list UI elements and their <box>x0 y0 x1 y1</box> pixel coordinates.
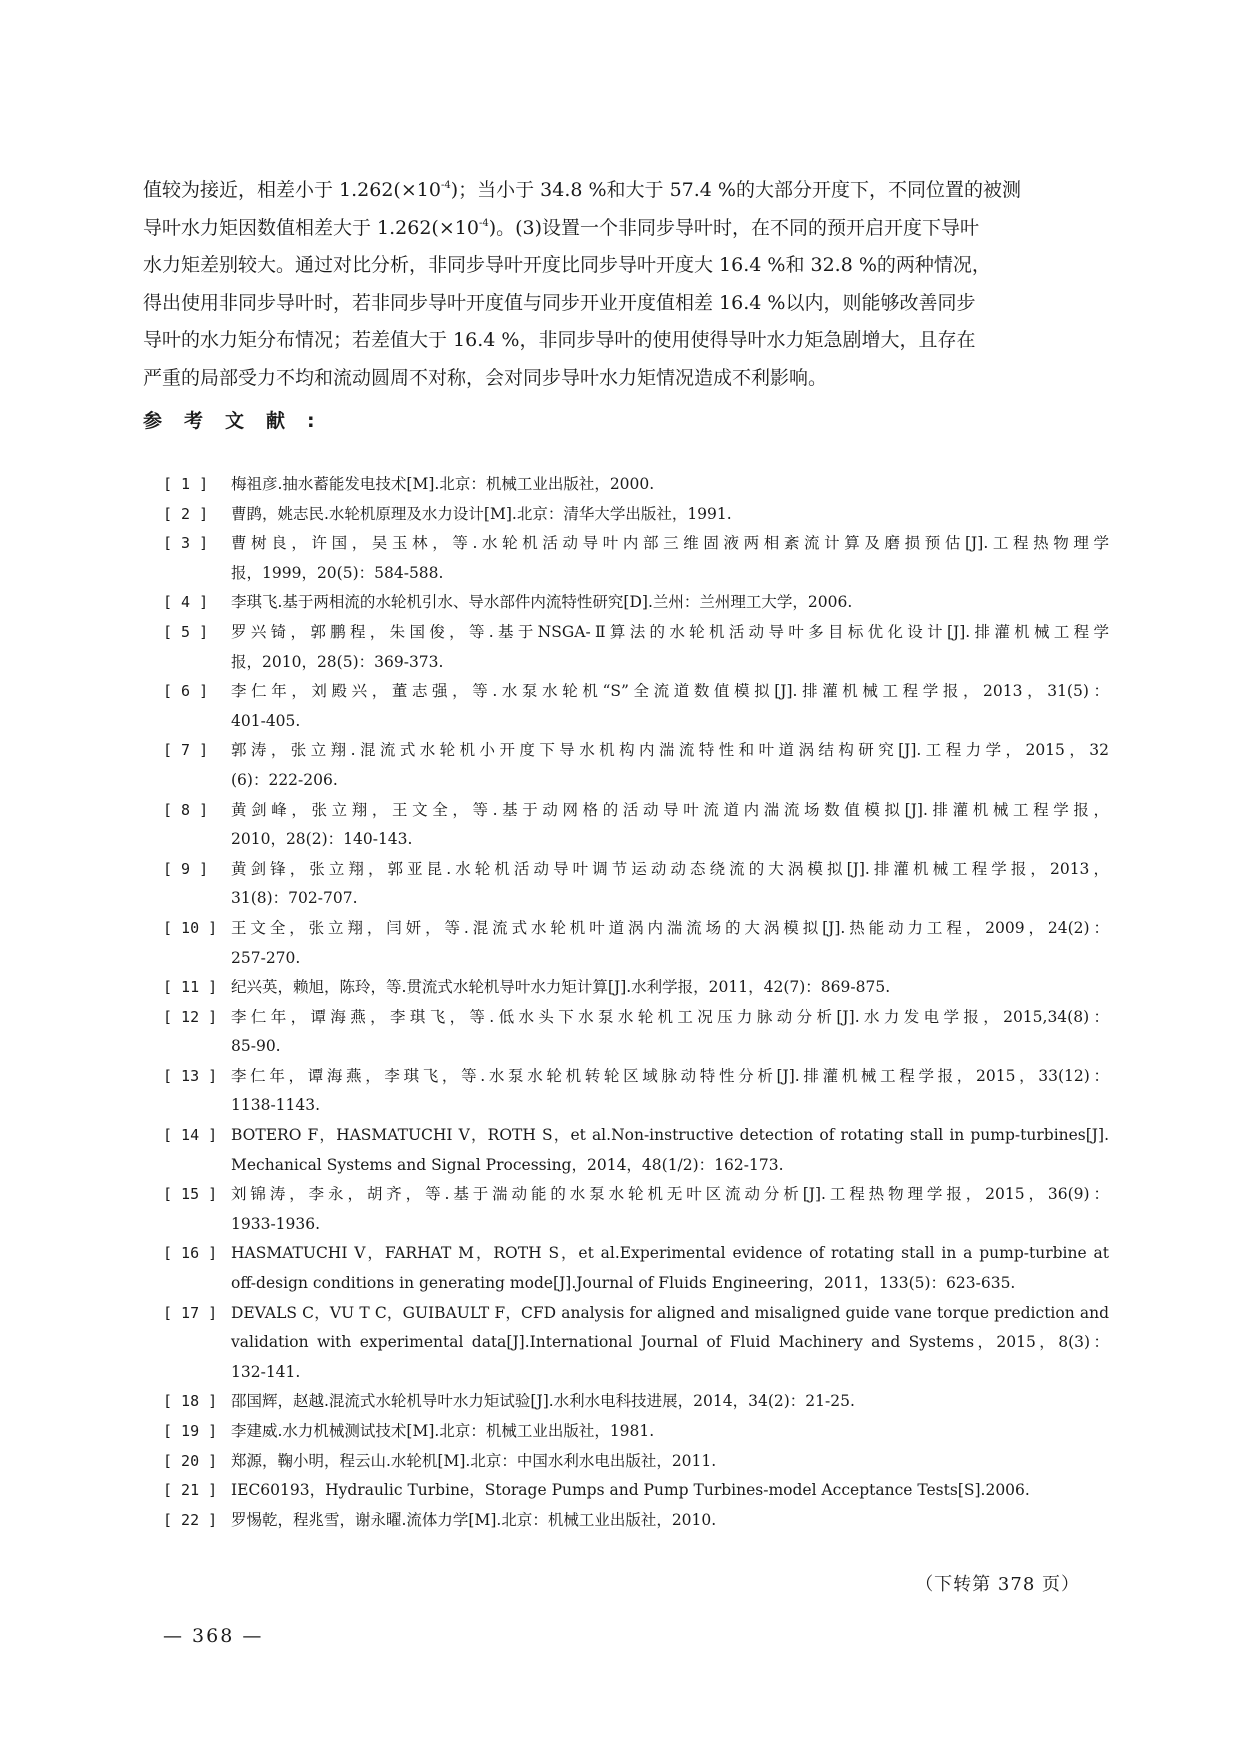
reference-text: Mechanical Systems and Signal Processing，2014，48(1/2)：162-173. <box>231 1155 784 1174</box>
reference-text: 黄剑峰，张立翔，王文全，等.基于动网格的活动导叶流道内湍流场数值模拟[J].排灌机械工程学报， <box>231 800 1109 819</box>
reference-number: [ 12 ] <box>163 1007 218 1026</box>
reference-text: 李建威.水力机械测试技术[M].北京：机械工业出版社，1981. <box>231 1422 655 1440</box>
reference-number: [ 21 ] <box>163 1481 218 1500</box>
body-line: 导叶水力矩因数值相差大于 $1.262(\times 10^{-4})$。(3)设置一个非同步导叶时，在不同的预开启开度下导叶 <box>143 216 980 239</box>
reference-line <box>163 648 1109 678</box>
reference-text: 85-90. <box>231 1037 281 1056</box>
reference-text: validation with experimental data[J].International Journal of Fluid Machinery and Systems，2015，8(3)： <box>231 1333 1109 1352</box>
reference-text: IEC60193，Hydraulic Turbine，Storage Pumps and Pump Turbines-model Acceptance Tests[S].2006. <box>231 1481 1030 1500</box>
reference-text: 纪兴英，赖旭，陈玲，等.贯流式水轮机导叶水力矩计算[J].水利学报，2011，42(7)：869-875. <box>231 978 891 997</box>
reference-list <box>163 470 1109 1535</box>
reference-number: [ 16 ] <box>163 1244 218 1263</box>
reference-text: BOTERO F，HASMATUCHI V，ROTH S，et al.Non-instructive detection of rotating stall in pump-turbines[J]. <box>231 1126 1109 1145</box>
reference-text: 曹鹍，姚志民.水轮机原理及水力设计[M].北京：清华大学出版社，1991. <box>231 504 732 523</box>
reference-number: [ 1 ] <box>163 475 209 493</box>
reference-line <box>163 1210 1109 1240</box>
reference-text: 1933-1936. <box>231 1214 321 1233</box>
reference-line <box>163 1180 1109 1210</box>
reference-text: 2010，28(2)：140-143. <box>231 830 413 849</box>
reference-number: [ 4 ] <box>163 593 209 612</box>
reference-line <box>163 1417 1109 1447</box>
reference-line <box>163 1121 1109 1151</box>
continued-note: （下转第 378 页） <box>915 1574 1080 1595</box>
reference-line <box>163 529 1109 559</box>
reference-line <box>163 944 1109 974</box>
reference-line <box>163 588 1109 618</box>
reference-text: 郭涛，张立翔.混流式水轮机小开度下导水机构内湍流特性和叶道涡结构研究[J].工程力学，2015，32 <box>231 741 1109 760</box>
reference-text: 报，1999，20(5)：584-588. <box>231 563 444 582</box>
reference-number: [ 22 ] <box>163 1510 218 1529</box>
reference-line <box>163 1358 1109 1388</box>
reference-line <box>163 1003 1109 1033</box>
reference-number: [ 17 ] <box>163 1303 218 1322</box>
body-line: 得出使用非同步导叶时，若非同步导叶开度值与同步开业开度值相差 16.4 %以内，则能够改善同步 <box>143 291 976 314</box>
reference-number: [ 14 ] <box>163 1126 218 1145</box>
reference-text: 梅祖彦.抽水蓄能发电技术[M].北京：机械工业出版社，2000. <box>231 475 655 493</box>
reference-line <box>163 1239 1109 1269</box>
reference-number: [ 18 ] <box>163 1392 218 1411</box>
reference-number: [ 3 ] <box>163 534 209 553</box>
reference-number: [ 10 ] <box>163 918 218 937</box>
reference-text: 王文全，张立翔，闫妍，等.混流式水轮机叶道涡内湍流场的大涡模拟[J].热能动力工程，2009，24(2)： <box>231 918 1109 937</box>
reference-line <box>163 1269 1109 1299</box>
reference-text: 李仁年，谭海燕，李琪飞，等.低水头下水泵水轮机工况压力脉动分析[J].水力发电学报，2015,34(8)： <box>231 1007 1109 1026</box>
reference-line <box>163 884 1109 914</box>
reference-text: 李仁年，刘殿兴，董志强，等.水泵水轮机“S”全流道数值模拟[J].排灌机械工程学报，2013，31(5)： <box>231 682 1109 701</box>
reference-line <box>163 766 1109 796</box>
reference-text: 257-270. <box>231 948 301 967</box>
reference-line <box>163 559 1109 589</box>
reference-line <box>163 855 1109 885</box>
reference-text: 刘锦涛，李永，胡齐，等.基于湍动能的水泵水轮机无叶区流动分析[J].工程热物理学报，2015，36(9)： <box>231 1185 1109 1204</box>
reference-line <box>163 796 1109 826</box>
page-number: — 368 — <box>163 1625 264 1647</box>
reference-number: [ 13 ] <box>163 1066 218 1085</box>
reference-text: DEVALS C，VU T C，GUIBAULT F，CFD analysis for aligned and misaligned guide vane torque prediction and <box>231 1303 1109 1322</box>
reference-number: [ 9 ] <box>163 859 209 878</box>
reference-number: [ 11 ] <box>163 978 218 997</box>
reference-line <box>163 736 1109 766</box>
reference-line <box>163 1506 1109 1536</box>
reference-line <box>163 500 1109 530</box>
reference-text: 31(8)：702-707. <box>231 889 358 908</box>
reference-line <box>163 1151 1109 1181</box>
reference-line <box>163 677 1109 707</box>
reference-text: off-design conditions in generating mode[J].Journal of Fluids Engineering，2011，133(5)：623-635. <box>231 1274 1016 1293</box>
body-line: 水力矩差别较大。通过对比分析，非同步导叶开度比同步导叶开度大 16.4 %和 32.8 %的两种情况， <box>143 254 991 276</box>
reference-text: HASMATUCHI V，FARHAT M，ROTH S，et al.Experimental evidence of rotating stall in a pump-turbine at <box>231 1244 1109 1263</box>
body-paragraph <box>143 172 1105 397</box>
reference-number: [ 8 ] <box>163 800 209 819</box>
body-line: 导叶的水力矩分布情况；若差值大于 16.4 %，非同步导叶的使用使得导叶水力矩急剧增大，且存在 <box>143 329 976 351</box>
reference-line <box>163 1299 1109 1329</box>
reference-text: 郑源，鞠小明，程云山.水轮机[M].北京：中国水利水电出版社，2011. <box>231 1451 717 1470</box>
reference-number: [ 5 ] <box>163 622 209 641</box>
reference-line <box>163 973 1109 1003</box>
reference-text: 邵国辉，赵越.混流式水轮机导叶水力矩试验[J].水利水电科技进展，2014，34(2)：21-25. <box>231 1392 855 1411</box>
reference-line <box>163 1476 1109 1506</box>
reference-number: [ 20 ] <box>163 1451 218 1470</box>
reference-number: [ 2 ] <box>163 504 209 523</box>
reference-text: 401-405. <box>231 711 301 730</box>
reference-number: [ 15 ] <box>163 1185 218 1204</box>
reference-line <box>163 1447 1109 1477</box>
reference-line <box>163 707 1109 737</box>
reference-line <box>163 914 1109 944</box>
reference-number: [ 19 ] <box>163 1422 218 1440</box>
reference-text: 报，2010，28(5)：369-373. <box>231 652 444 671</box>
reference-line <box>163 1032 1109 1062</box>
reference-text: 罗兴锜，郭鹏程，朱国俊，等.基于NSGA-Ⅱ算法的水轮机活动导叶多目标优化设计[J].排灌机械工程学 <box>231 622 1109 641</box>
body-line: 值较为接近，相差小于 $1.262(\times 10^{-4})$；当小于 34.8 %和大于 57.4 %的大部分开度下，不同位置的被测 <box>143 179 1021 201</box>
reference-text: (6)：222-206. <box>231 770 338 789</box>
reference-line <box>163 618 1109 648</box>
reference-text: 1138-1143. <box>231 1096 321 1115</box>
reference-text: 李琪飞.基于两相流的水轮机引水、导水部件内流特性研究[D].兰州：兰州理工大学，2006. <box>231 593 853 612</box>
reference-text: 罗惕乾，程兆雪，谢永曜.流体力学[M].北京：机械工业出版社，2010. <box>231 1510 717 1529</box>
reference-text: 曹树良，许国，吴玉林，等.水轮机活动导叶内部三维固液两相紊流计算及磨损预估[J].工程热物理学 <box>231 534 1109 553</box>
reference-text: 李仁年，谭海燕，李琪飞，等.水泵水轮机转轮区域脉动特性分析[J].排灌机械工程学报，2015，33(12)： <box>231 1066 1109 1085</box>
reference-line <box>163 825 1109 855</box>
reference-number: [ 7 ] <box>163 741 209 760</box>
body-line: 严重的局部受力不均和流动圆周不对称，会对同步导叶水力矩情况造成不利影响。 <box>143 366 828 389</box>
reference-text: 黄剑锋，张立翔，郭亚昆.水轮机活动导叶调节运动动态绕流的大涡模拟[J].排灌机械工程学报，2013， <box>231 859 1109 878</box>
reference-line <box>163 1091 1109 1121</box>
reference-line <box>163 1328 1109 1358</box>
reference-number: [ 6 ] <box>163 682 209 701</box>
references-heading: 参考文献: <box>143 410 337 432</box>
reference-text: 132-141. <box>231 1362 301 1381</box>
reference-line <box>163 1387 1109 1417</box>
reference-line <box>163 470 1109 500</box>
reference-line <box>163 1062 1109 1092</box>
